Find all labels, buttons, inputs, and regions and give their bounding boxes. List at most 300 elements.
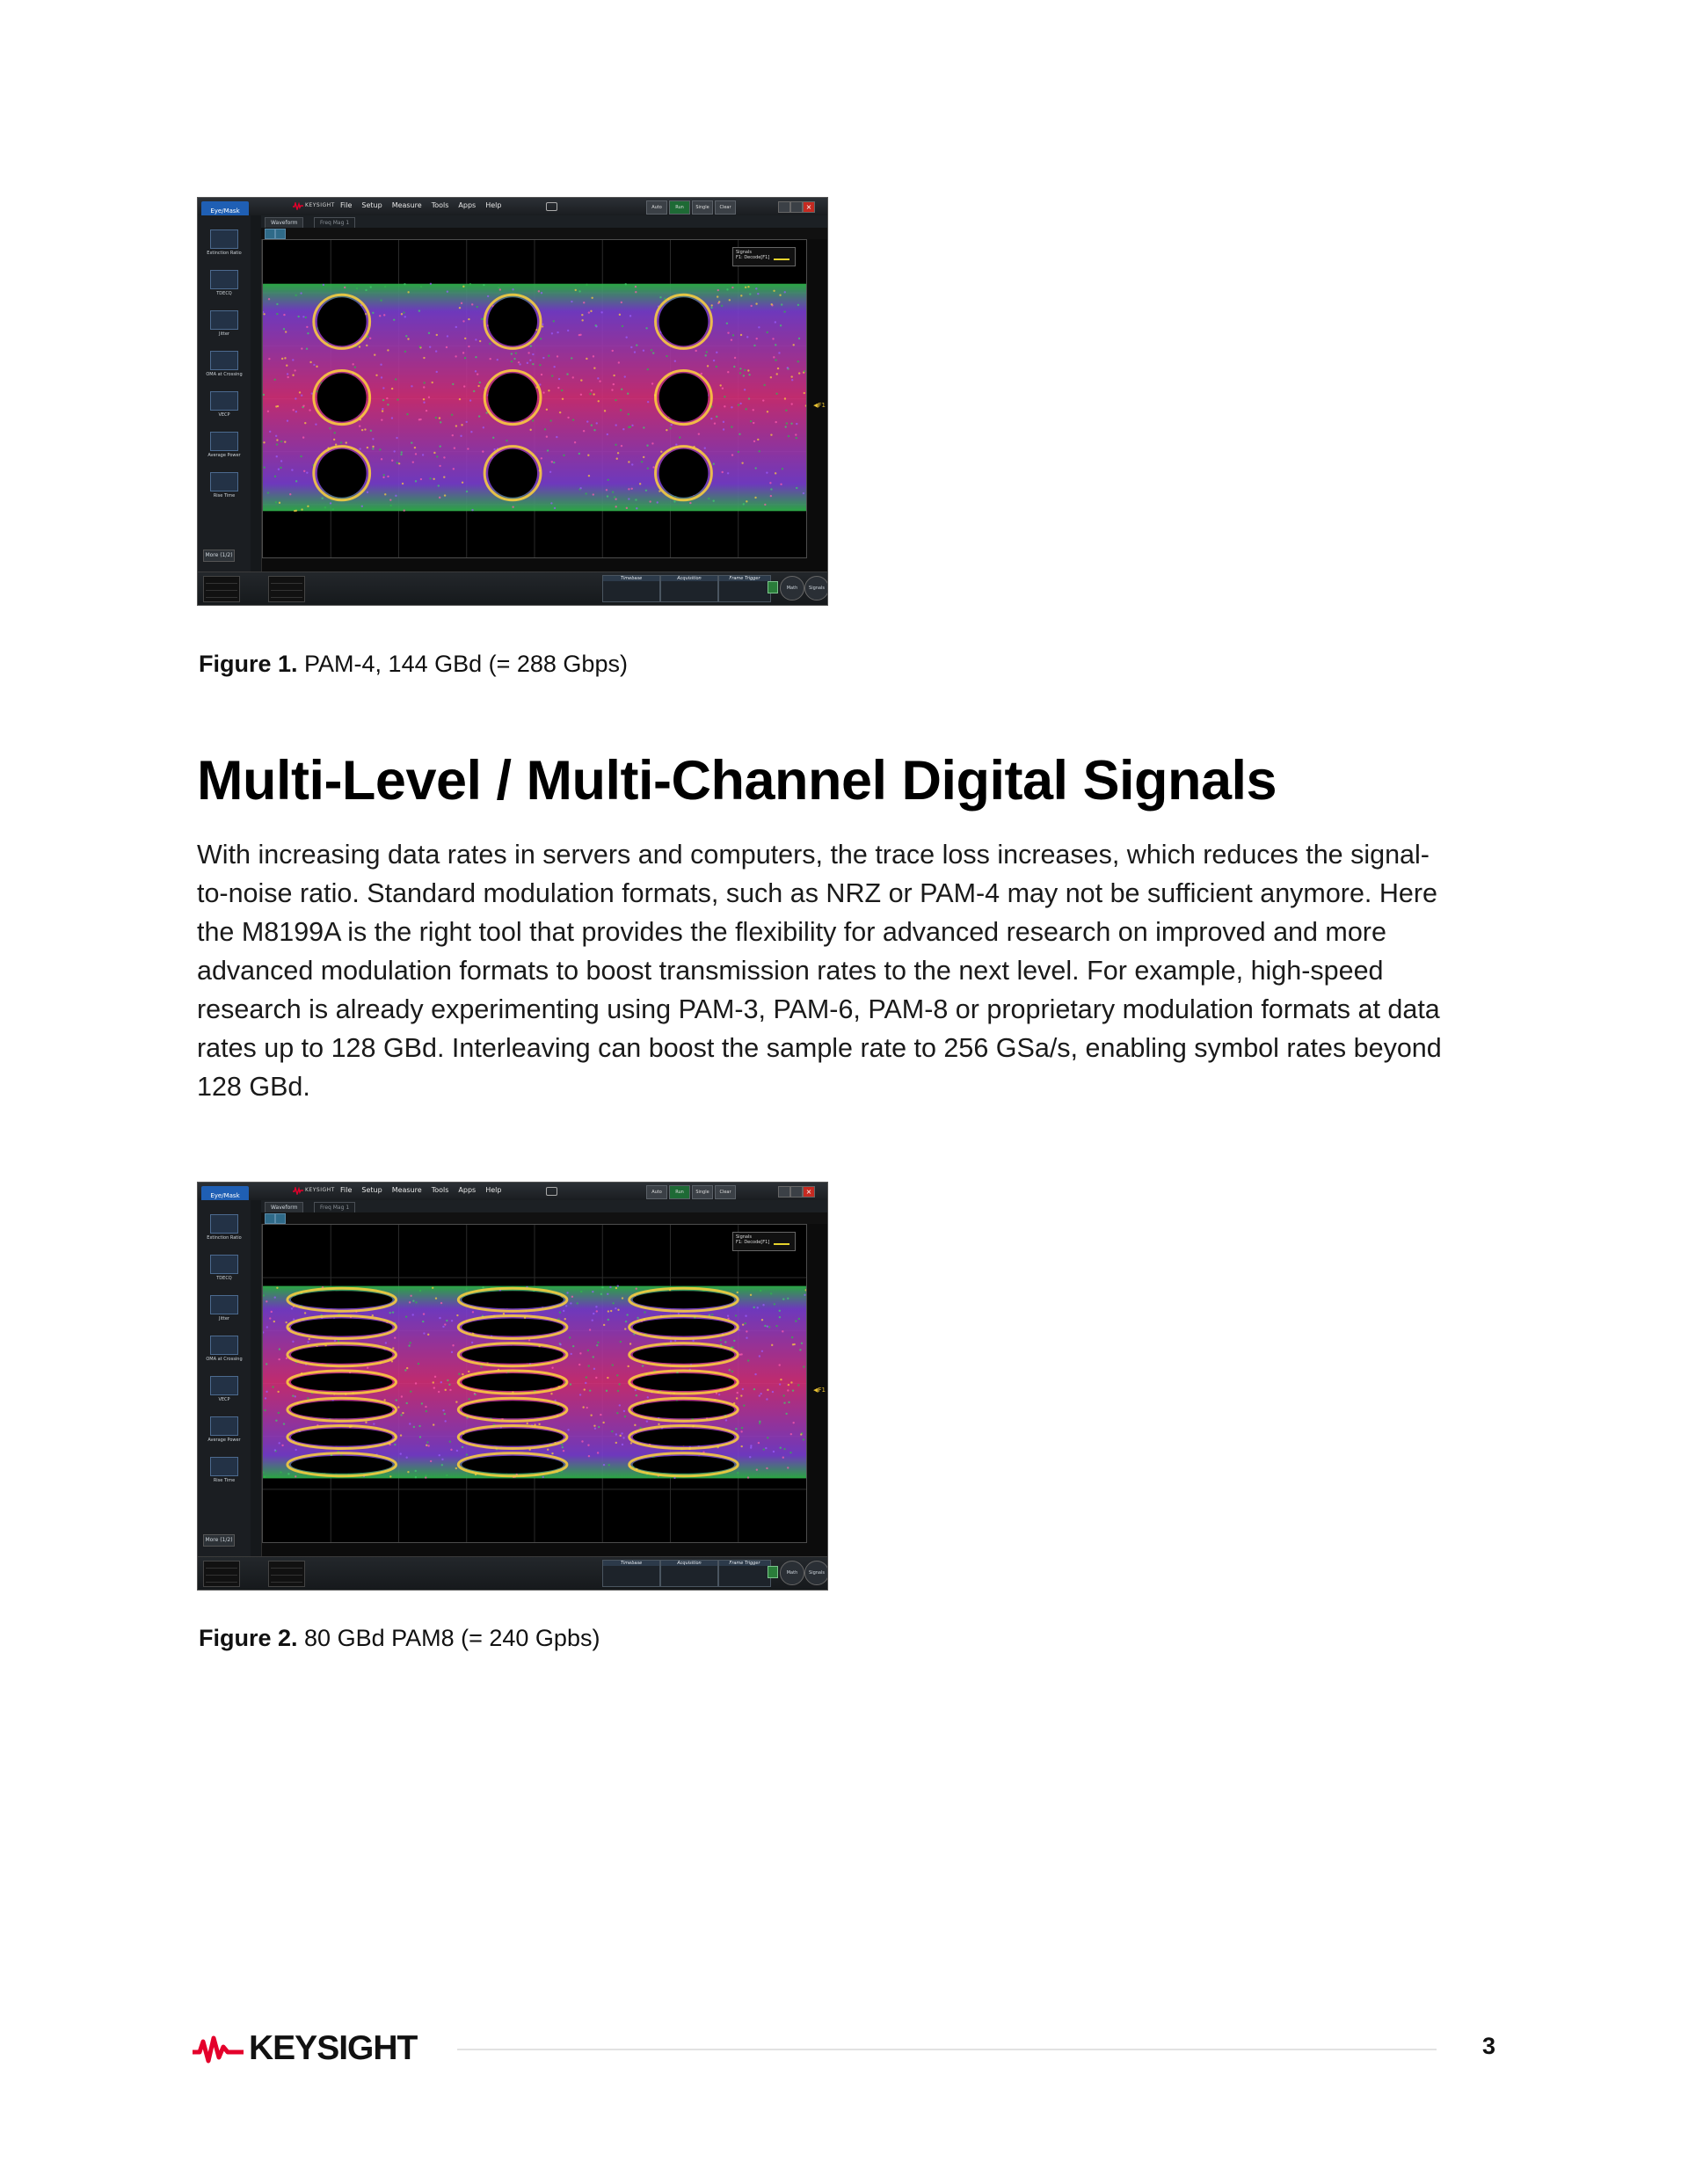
menu-tools[interactable]: Tools: [431, 201, 449, 209]
noise-dot: [758, 450, 760, 452]
sidebar-item-label: OMA at Crossing: [206, 1357, 243, 1362]
noise-dot: [563, 455, 564, 456]
single-button[interactable]: Single: [692, 200, 713, 215]
close-icon[interactable]: ×: [803, 201, 815, 213]
noise-dot: [615, 424, 616, 426]
noise-dot: [344, 287, 346, 288]
noise-dot: [773, 1451, 775, 1452]
noise-dot: [411, 385, 412, 387]
figure-1-caption: [199, 651, 628, 678]
noise-dot: [615, 506, 617, 507]
noise-dot: [579, 487, 581, 489]
legend-title: Signals: [736, 1234, 752, 1240]
noise-dot: [780, 1446, 782, 1448]
run-stop-button[interactable]: Run: [669, 1185, 690, 1199]
menu-apps[interactable]: Apps: [458, 1186, 477, 1194]
noise-dot: [372, 448, 374, 449]
noise-dot: [434, 1376, 436, 1378]
noise-dot: [468, 346, 469, 347]
menu-setup[interactable]: Setup: [361, 1186, 382, 1194]
noise-dot: [442, 1409, 444, 1411]
trigger-title: Frame Trigger: [719, 576, 770, 581]
noise-dot: [717, 289, 719, 291]
noise-dot: [612, 1302, 614, 1304]
vertical-tab-strip[interactable]: [251, 1200, 262, 1559]
noise-dot: [451, 1351, 453, 1353]
menu-file[interactable]: File: [340, 201, 353, 209]
noise-dot: [557, 331, 558, 333]
noise-dot: [283, 328, 285, 330]
noise-dot: [382, 477, 384, 478]
noise-dot: [591, 297, 593, 299]
noise-dot: [764, 504, 766, 506]
noise-dot: [566, 373, 568, 375]
noise-dot: [561, 389, 563, 391]
noise-dot: [395, 378, 397, 380]
camera-icon[interactable]: [546, 202, 557, 211]
sidebar-item-vecp[interactable]: [201, 391, 247, 418]
frame-trigger-panel[interactable]: [718, 1560, 771, 1587]
auto-scale-button[interactable]: Auto: [646, 200, 667, 215]
noise-dot: [588, 1365, 590, 1366]
maximize-icon[interactable]: [790, 201, 803, 213]
frame-trigger-panel[interactable]: [718, 575, 771, 602]
noise-dot: [419, 346, 421, 347]
noise-dot: [724, 396, 725, 397]
eye-mask-mode-button[interactable]: Eye/Mask: [201, 1186, 249, 1205]
noise-dot: [435, 417, 437, 419]
math-button[interactable]: Math: [780, 576, 804, 601]
sidebar-item-jitter[interactable]: [201, 1295, 247, 1321]
trigger-title: Frame Trigger: [719, 1561, 770, 1566]
eye-mask-mode-button[interactable]: Eye/Mask: [201, 201, 249, 221]
noise-dot: [795, 1320, 797, 1321]
channel-scale-box[interactable]: [268, 1561, 305, 1587]
noise-dot: [511, 360, 513, 362]
noise-dot: [597, 377, 599, 379]
legend-swatch: [774, 258, 789, 260]
sidebar-item-jitter[interactable]: [201, 310, 247, 337]
noise-dot: [549, 471, 551, 473]
noise-dot: [570, 1302, 571, 1304]
noise-dot: [423, 1313, 425, 1314]
channel-scale-box[interactable]: [203, 576, 240, 602]
math-button[interactable]: Math: [780, 1561, 804, 1585]
noise-dot: [622, 1444, 623, 1445]
noise-dot: [281, 1445, 283, 1446]
noise-dot: [295, 411, 297, 412]
noise-dot: [415, 1382, 417, 1384]
noise-dot: [591, 425, 593, 426]
noise-dot: [767, 331, 768, 333]
menu-file[interactable]: File: [340, 1186, 353, 1194]
noise-dot: [611, 389, 613, 390]
eye-opening: [317, 373, 367, 421]
noise-dot: [624, 1328, 626, 1329]
noise-dot: [788, 1401, 789, 1403]
f1-level-marker[interactable]: ◀F1: [813, 1387, 826, 1394]
menu-bar: [340, 1186, 501, 1194]
noise-dot: [791, 379, 793, 381]
noise-dot: [450, 1449, 452, 1451]
noise-dot: [354, 366, 356, 368]
noise-dot: [753, 1388, 755, 1390]
noise-dot: [625, 283, 627, 285]
acquisition-panel[interactable]: [660, 575, 718, 602]
noise-dot: [324, 506, 326, 508]
noise-dot: [413, 1426, 415, 1428]
noise-dot: [765, 1447, 767, 1449]
noise-dot: [478, 415, 480, 417]
noise-dot: [302, 404, 304, 406]
body-line: to-noise ratio. Standard modulation formats, such as NRZ or PAM-4 may not be sufficient anymore. Here: [197, 878, 1437, 908]
noise-dot: [301, 347, 302, 349]
noise-dot: [790, 423, 792, 425]
noise-dot: [479, 382, 481, 383]
noise-dot: [770, 488, 772, 490]
noise-dot: [432, 382, 433, 383]
noise-dot: [636, 1394, 637, 1396]
noise-dot: [384, 286, 386, 288]
auto-scale-button[interactable]: Auto: [646, 1185, 667, 1199]
close-icon[interactable]: ×: [803, 1186, 815, 1198]
noise-dot: [401, 313, 403, 315]
oma-icon: [210, 351, 238, 370]
noise-dot: [559, 1312, 561, 1314]
clear-button[interactable]: Clear: [715, 200, 736, 215]
noise-dot: [743, 503, 745, 505]
eye-opening: [488, 449, 537, 498]
noise-dot: [283, 314, 285, 316]
noise-dot: [538, 1423, 540, 1425]
noise-dot: [753, 409, 754, 411]
noise-dot: [595, 324, 597, 326]
noise-dot: [462, 320, 464, 322]
noise-dot: [580, 379, 582, 381]
noise-dot: [649, 500, 651, 502]
menu-setup[interactable]: Setup: [361, 201, 382, 209]
noise-dot: [411, 441, 412, 443]
noise-dot: [623, 1410, 625, 1412]
single-button[interactable]: Single: [692, 1185, 713, 1199]
noise-dot: [443, 476, 445, 477]
menu-help[interactable]: Help: [485, 1186, 502, 1194]
noise-dot: [461, 302, 462, 304]
noise-dot: [757, 439, 759, 440]
noise-dot: [471, 303, 473, 305]
minimize-icon[interactable]: [778, 201, 790, 213]
eye-opening: [291, 1291, 393, 1308]
maximize-icon[interactable]: [790, 1186, 803, 1198]
measurement-sidebar: [198, 215, 251, 574]
sidebar-item-average-power[interactable]: [201, 1416, 247, 1443]
noise-dot: [726, 323, 728, 324]
noise-dot: [271, 1311, 273, 1313]
lock-icon[interactable]: [768, 581, 778, 593]
noise-dot: [758, 326, 760, 328]
signals-button[interactable]: Signals: [804, 1561, 828, 1585]
noise-dot: [596, 422, 598, 424]
noise-dot: [393, 319, 395, 321]
noise-dot: [452, 434, 454, 436]
noise-dot: [626, 507, 628, 509]
noise-dot: [772, 1391, 774, 1393]
noise-dot: [733, 1340, 735, 1342]
noise-dot: [397, 1406, 399, 1408]
noise-dot: [577, 1302, 578, 1304]
sidebar-item-label: Jitter: [219, 331, 229, 337]
noise-dot: [731, 1371, 733, 1372]
menu-apps[interactable]: Apps: [458, 201, 477, 209]
noise-dot: [593, 493, 594, 495]
menu-help[interactable]: Help: [485, 201, 502, 209]
noise-dot: [621, 445, 622, 447]
noise-dot: [283, 1423, 285, 1424]
noise-dot: [607, 1377, 608, 1379]
noise-dot: [785, 410, 787, 411]
noise-dot: [747, 1476, 749, 1478]
noise-dot: [561, 1444, 563, 1445]
noise-dot: [775, 472, 776, 474]
rise-time-icon: [210, 472, 238, 491]
noise-dot: [372, 1314, 374, 1316]
noise-dot: [634, 351, 636, 353]
more-button[interactable]: More (1/2): [203, 1534, 235, 1547]
sidebar-item-vecp[interactable]: [201, 1376, 247, 1402]
f1-level-marker[interactable]: ◀F1: [813, 402, 826, 409]
noise-dot: [678, 1313, 680, 1314]
sidebar-item-oma[interactable]: [201, 1336, 247, 1362]
noise-dot: [583, 430, 585, 432]
noise-dot: [426, 410, 427, 411]
noise-dot: [584, 1388, 586, 1390]
noise-dot: [767, 411, 768, 412]
noise-dot: [460, 435, 462, 437]
keysight-logo-icon: [293, 202, 303, 210]
noise-dot: [588, 311, 590, 313]
clear-button[interactable]: Clear: [715, 1185, 736, 1199]
noise-dot: [468, 1398, 469, 1400]
noise-dot: [567, 1429, 569, 1431]
noise-dot: [439, 417, 440, 419]
signals-button[interactable]: Signals: [804, 576, 828, 601]
noise-dot: [592, 1291, 593, 1292]
noise-dot: [727, 472, 729, 474]
noise-dot: [740, 1394, 742, 1396]
noise-dot: [719, 384, 721, 386]
menu-measure[interactable]: Measure: [391, 1186, 422, 1194]
noise-dot: [532, 353, 534, 355]
eye-opening: [633, 1291, 735, 1308]
noise-dot: [418, 419, 420, 420]
noise-dot: [264, 1409, 266, 1411]
noise-dot: [797, 1384, 799, 1386]
noise-dot: [268, 298, 270, 300]
noise-dot: [721, 471, 723, 473]
tab-waveform[interactable]: Waveform: [265, 1202, 303, 1214]
noise-dot: [613, 383, 615, 385]
noise-dot: [480, 1365, 482, 1367]
noise-dot: [798, 372, 800, 374]
noise-dot: [718, 301, 720, 302]
noise-dot: [628, 498, 629, 499]
noise-dot: [658, 1423, 659, 1425]
lock-icon[interactable]: [768, 1566, 778, 1578]
noise-dot: [559, 1343, 561, 1345]
noise-dot: [804, 392, 805, 394]
noise-dot: [753, 422, 754, 424]
noise-dot: [618, 1383, 620, 1385]
noise-dot: [723, 428, 724, 430]
signals-legend[interactable]: [732, 247, 796, 266]
noise-dot: [459, 307, 461, 309]
noise-dot: [592, 1319, 593, 1321]
noise-dot: [740, 295, 742, 296]
tab-freq-mag[interactable]: Freq Mag 1: [314, 217, 355, 229]
noise-dot: [429, 346, 431, 347]
noise-dot: [465, 1288, 467, 1290]
tab-freq-mag[interactable]: Freq Mag 1: [314, 1202, 355, 1214]
grid-view-icon[interactable]: [265, 229, 275, 239]
noise-dot: [785, 426, 787, 427]
noise-dot: [451, 1320, 453, 1321]
noise-dot: [651, 349, 652, 351]
noise-dot: [330, 502, 331, 504]
noise-dot: [393, 450, 395, 452]
menu-measure[interactable]: Measure: [391, 201, 422, 209]
noise-dot: [738, 451, 739, 453]
split-view-icon[interactable]: [275, 229, 286, 239]
noise-dot: [785, 1413, 787, 1415]
tab-waveform[interactable]: Waveform: [265, 217, 303, 229]
sidebar-item-extinction-ratio[interactable]: [201, 1214, 247, 1241]
noise-dot: [528, 352, 529, 353]
noise-dot: [587, 455, 589, 456]
noise-dot: [607, 495, 608, 497]
noise-dot: [367, 1367, 368, 1369]
noise-dot: [426, 1410, 427, 1412]
noise-dot: [426, 1441, 428, 1443]
noise-dot: [671, 424, 673, 426]
camera-icon[interactable]: [546, 1187, 557, 1196]
sidebar-item-average-power[interactable]: [201, 432, 247, 458]
app-titlebar: [198, 198, 827, 215]
noise-dot: [746, 336, 748, 338]
sidebar-item-extinction-ratio[interactable]: [201, 229, 247, 256]
legend-entry: F1: Decode[F1]: [736, 255, 770, 260]
vertical-tab-strip[interactable]: [251, 215, 262, 574]
noise-dot: [795, 433, 797, 435]
noise-dot: [367, 491, 368, 493]
noise-dot: [427, 1445, 429, 1446]
noise-dot: [301, 395, 302, 397]
noise-dot: [410, 1342, 411, 1343]
noise-dot: [731, 339, 732, 340]
noise-dot: [369, 338, 371, 339]
noise-dot: [636, 344, 637, 346]
noise-dot: [745, 287, 746, 288]
noise-dot: [589, 1389, 591, 1391]
noise-dot: [642, 1365, 644, 1366]
noise-dot: [435, 1298, 437, 1299]
minimize-icon[interactable]: [778, 1186, 790, 1198]
noise-dot: [527, 1423, 528, 1424]
channel-scale-box[interactable]: [268, 576, 305, 602]
noise-dot: [499, 288, 501, 290]
sidebar-item-oma[interactable]: [201, 351, 247, 377]
noise-dot: [415, 1301, 417, 1303]
noise-dot: [579, 1352, 581, 1354]
noise-dot: [276, 313, 278, 315]
noise-dot: [615, 399, 616, 401]
noise-dot: [796, 437, 797, 439]
noise-dot: [739, 403, 741, 404]
noise-dot: [394, 1336, 396, 1338]
noise-dot: [618, 361, 620, 363]
noise-dot: [412, 461, 414, 462]
noise-dot: [269, 1317, 271, 1319]
channel-scale-box[interactable]: [203, 1561, 240, 1587]
timebase-panel[interactable]: [602, 575, 660, 602]
sidebar-item-tdecq[interactable]: [201, 1255, 247, 1281]
noise-dot: [607, 479, 608, 481]
noise-dot: [453, 468, 455, 470]
signals-legend[interactable]: [732, 1232, 796, 1251]
noise-dot: [263, 441, 265, 443]
noise-dot: [647, 401, 649, 403]
noise-dot: [391, 460, 393, 462]
noise-dot: [292, 359, 294, 360]
noise-dot: [447, 1380, 448, 1381]
sidebar-item-tdecq[interactable]: [201, 270, 247, 296]
noise-dot: [673, 500, 675, 502]
noise-dot: [404, 283, 405, 285]
more-button[interactable]: More (1/2): [203, 550, 235, 562]
menu-tools[interactable]: Tools: [431, 1186, 449, 1194]
noise-dot: [489, 358, 491, 360]
noise-dot: [404, 509, 405, 511]
timebase-panel[interactable]: [602, 1560, 660, 1587]
noise-dot: [315, 423, 316, 425]
acquisition-panel[interactable]: [660, 1560, 718, 1587]
noise-dot: [710, 418, 712, 419]
sidebar-item-rise-time[interactable]: [201, 1457, 247, 1483]
noise-dot: [304, 1312, 306, 1314]
noise-dot: [740, 1353, 742, 1355]
noise-dot: [581, 1440, 583, 1442]
noise-dot: [263, 313, 265, 315]
split-view-icon[interactable]: [275, 1213, 286, 1224]
run-stop-button[interactable]: Run: [669, 200, 690, 215]
noise-dot: [587, 1350, 589, 1351]
noise-dot: [621, 389, 622, 390]
noise-dot: [303, 470, 305, 472]
noise-dot: [551, 461, 553, 462]
noise-dot: [593, 393, 594, 395]
grid-view-icon[interactable]: [265, 1213, 275, 1224]
noise-dot: [643, 426, 644, 428]
sidebar-item-rise-time[interactable]: [201, 472, 247, 499]
noise-dot: [455, 326, 457, 328]
noise-dot: [582, 1406, 584, 1408]
noise-dot: [429, 477, 431, 479]
noise-dot: [366, 345, 367, 346]
noise-dot: [406, 1402, 408, 1404]
noise-dot: [593, 1368, 595, 1370]
noise-dot: [410, 1295, 411, 1297]
noise-dot: [280, 467, 281, 469]
noise-dot: [597, 1452, 599, 1453]
